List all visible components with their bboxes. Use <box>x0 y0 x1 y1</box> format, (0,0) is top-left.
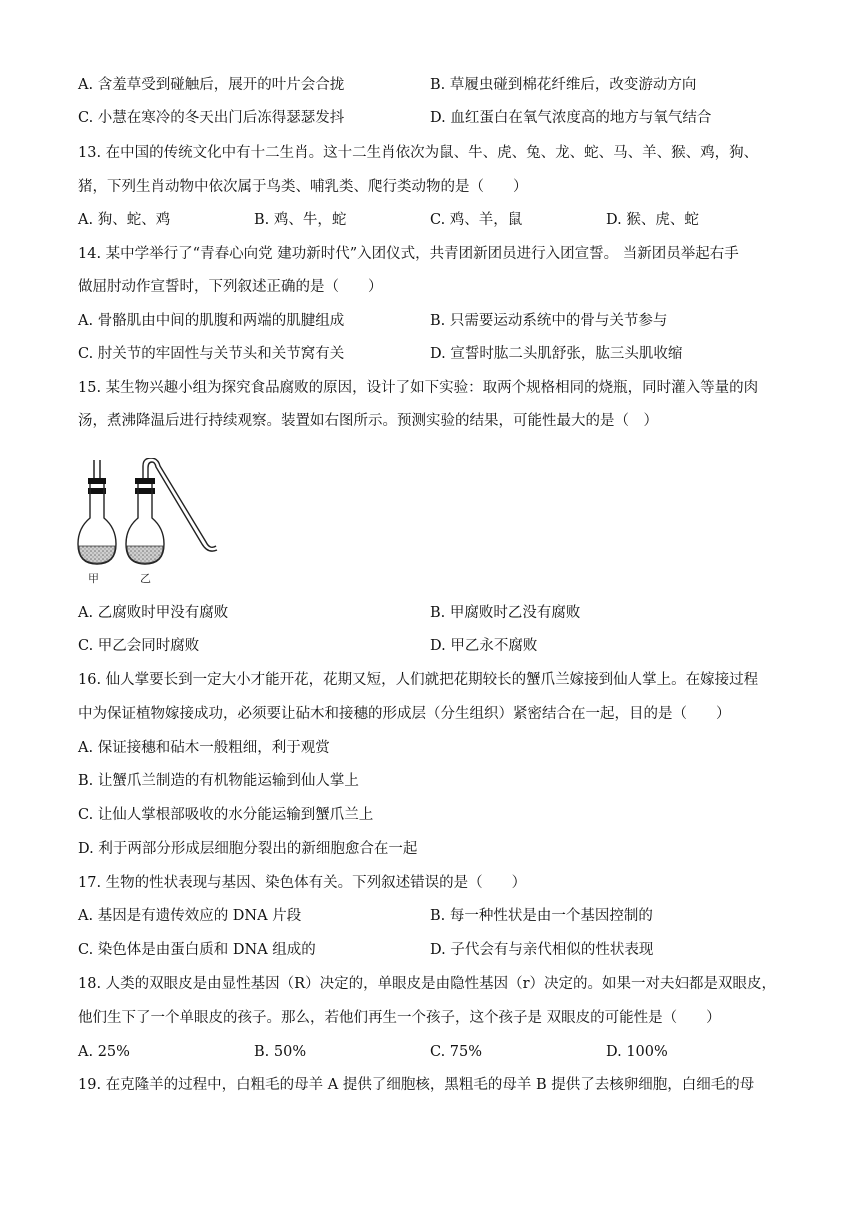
q18-option-d: D. 100% <box>606 1044 668 1060</box>
q16-option-b: B. 让蟹爪兰制造的有机物能运输到仙人掌上 <box>78 773 359 789</box>
q13-option-a: A. 狗、蛇、鸡 <box>78 212 171 228</box>
q15-option-c: C. 甲乙会同时腐败 <box>78 638 200 654</box>
q19-stem-line1: 19. 在克隆羊的过程中，白粗毛的母羊 A 提供了细胞核，黑粗毛的母羊 B 提供了去核卵细胞，白细毛的母 <box>78 1077 755 1093</box>
q14-stem-line2: 做屈肘动作宣誓时，下列叙述正确的是（ ） <box>78 279 383 295</box>
q15-option-a: A. 乙腐败时甲没有腐败 <box>78 605 229 621</box>
q15-stem-line1: 15. 某生物兴趣小组为探究食品腐败的原因，设计了如下实验：取两个规格相同的烧瓶，同时灌入等量的肉 <box>78 380 759 396</box>
q14-option-b: B. 只需要运动系统中的骨与关节参与 <box>430 313 668 329</box>
flask-b <box>126 458 217 585</box>
q14-option-a: A. 骨骼肌由中间的肌腹和两端的肌腱组成 <box>78 313 345 329</box>
q17-option-a: A. 基因是有遗传效应的 DNA 片段 <box>78 908 302 924</box>
q16-option-a: A. 保证接穗和砧木一般粗细，利于观赏 <box>78 740 330 756</box>
q15-stem-line2: 汤，煮沸降温后进行持续观察。装置如右图所示。预测实验的结果，可能性最大的是（ ） <box>78 413 658 429</box>
q17-option-c: C. 染色体是由蛋白质和 DNA 组成的 <box>78 942 316 958</box>
q13-option-d: D. 猴、虎、蛇 <box>606 212 699 228</box>
q15-option-b: B. 甲腐败时乙没有腐败 <box>430 605 581 621</box>
q16-stem-line2: 中为保证植物嫁接成功，必须要让砧木和接穗的形成层（分生组织）紧密结合在一起，目的是（ ） <box>78 706 731 722</box>
q16-stem-line1: 16. 仙人掌要长到一定大小才能开花，花期又短，人们就把花期较长的蟹爪兰嫁接到仙人掌上。在嫁接过程 <box>78 672 759 688</box>
q17-stem: 17. 生物的性状表现与基因、染色体有关。下列叙述错误的是（ ） <box>78 875 527 891</box>
q12-option-b: B. 草履虫碰到棉花纤维后，改变游动方向 <box>430 77 697 93</box>
q12-option-d: D. 血红蛋白在氧气浓度高的地方与氧气结合 <box>430 110 712 126</box>
q18-option-c: C. 75% <box>430 1044 483 1060</box>
q16-option-d: D. 利于两部分形成层细胞分裂出的新细胞愈合在一起 <box>78 841 418 857</box>
q15-option-d: D. 甲乙永不腐败 <box>430 638 538 654</box>
q14-option-c: C. 肘关节的牢固性与关节头和关节窝有关 <box>78 346 345 362</box>
flask-a-label: 甲 <box>88 572 99 585</box>
q18-option-b: B. 50% <box>254 1044 307 1060</box>
q18-stem-line1: 18. 人类的双眼皮是由显性基因（R）决定的，单眼皮是由隐性基因（r）决定的。如果一对夫妇都是双眼皮， <box>78 976 777 992</box>
q17-option-b: B. 每一种性状是由一个基因控制的 <box>430 908 653 924</box>
q13-stem-line2: 猪，下列生肖动物中依次属于鸟类、哺乳类、爬行类动物的是（ ） <box>78 179 528 195</box>
flask-experiment-figure <box>74 458 224 588</box>
q14-stem-line1: 14. 某中学举行了“青春心向党 建功新时代”入团仪式，共青团新团员进行入团宣誓。 当新团员举起右手 <box>78 246 739 262</box>
q13-option-b: B. 鸡、牛，蛇 <box>254 212 347 228</box>
q12-option-a: A. 含羞草受到碰触后，展开的叶片会合拢 <box>78 77 345 93</box>
q18-stem-line2: 他们生下了一个单眼皮的孩子。那么，若他们再生一个孩子，这个孩子是 双眼皮的可能性是（ ） <box>78 1010 721 1026</box>
q16-option-c: C. 让仙人掌根部吸收的水分能运输到蟹爪兰上 <box>78 807 374 823</box>
flask-a <box>78 460 116 585</box>
q18-option-a: A. 25% <box>78 1044 130 1060</box>
q17-option-d: D. 子代会有与亲代相似的性状表现 <box>430 942 654 958</box>
flask-b-label: 乙 <box>140 572 151 585</box>
q13-option-c: C. 鸡、羊，鼠 <box>430 212 523 228</box>
q13-stem-line1: 13. 在中国的传统文化中有十二生肖。这十二生肖依次为鼠、牛、虎、兔、龙、蛇、马、羊、猴、鸡，狗、 <box>78 145 759 161</box>
q14-option-d: D. 宣誓时肱二头肌舒张，肱三头肌收缩 <box>430 346 683 362</box>
q12-option-c: C. 小慧在寒冷的冬天出门后冻得瑟瑟发抖 <box>78 110 345 126</box>
